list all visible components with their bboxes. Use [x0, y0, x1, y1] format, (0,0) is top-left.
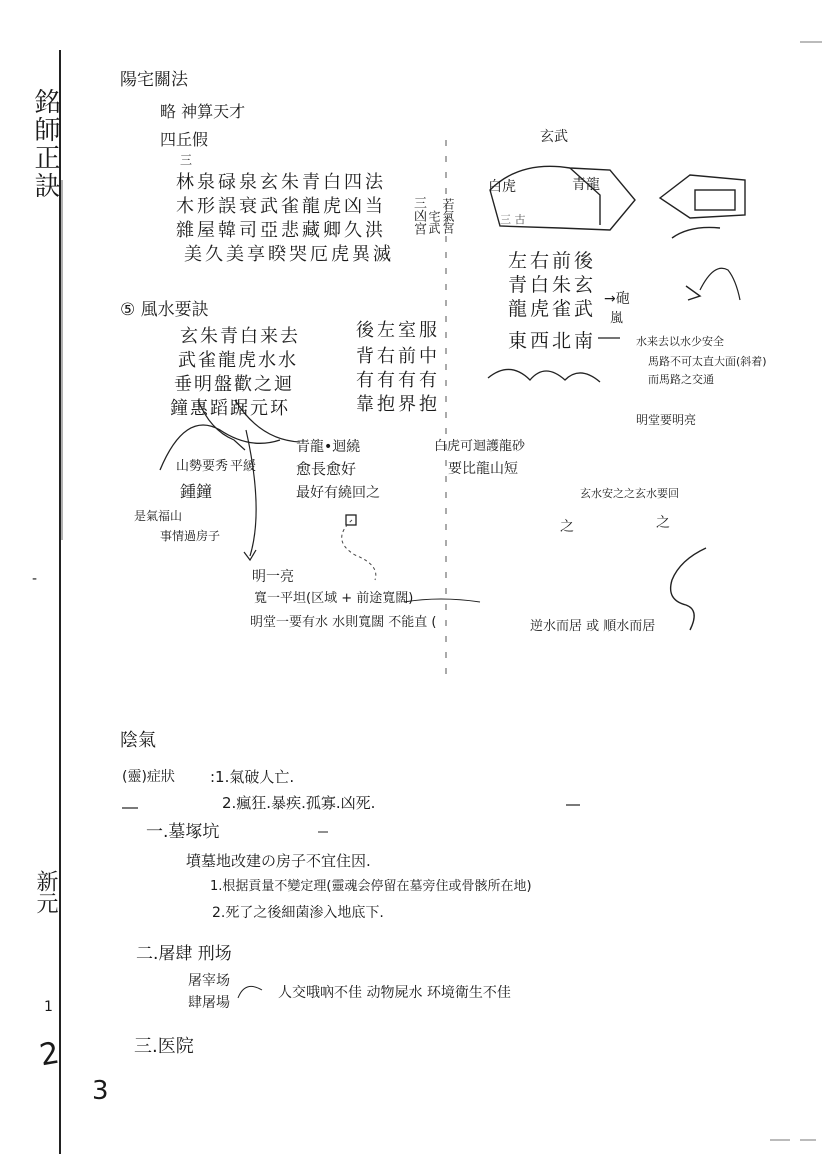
diagram-label-left: 白虎 — [488, 179, 516, 195]
baihu-line-1: 白虎可迴護龍砂 — [434, 439, 526, 454]
margin-title: 銘師正訣 — [30, 88, 60, 200]
section5-line-2: 武雀龍虎水水 — [178, 350, 298, 371]
intro-mark: 三 — [180, 153, 193, 167]
left-note-a: 鍾鐘 — [180, 482, 213, 501]
baihu-line-2: 要比龍山短 — [448, 461, 518, 477]
margin-note: 新元 — [33, 870, 58, 914]
side-note-2: 宅武 — [427, 210, 441, 234]
yin-symptom-2: 2.瘋狂.暴疾.孤寡.凶死. — [222, 794, 376, 812]
yin-s2-b: 肆屠場 — [188, 995, 230, 1011]
dirs-note: 嵐 — [610, 311, 624, 326]
dirs-row-1: 左右前後 — [508, 250, 597, 272]
section5-right-3: 有有有有 — [356, 370, 440, 391]
sketch-wave-2: 之 — [656, 515, 670, 531]
right-note-d: 明堂要明亮 — [636, 413, 697, 427]
right-note-a: 水来去以水少安全 — [636, 335, 724, 348]
yin-s1-point-2: 2.死了之後細菌渗入地底下. — [212, 905, 384, 921]
side-note-3: 若氣宮 — [441, 198, 455, 234]
left-note-c: 事情過房子 — [160, 529, 221, 543]
yin-s1-point-1: 1.根据貢量不變定理(靈魂会停留在墓旁住或骨骸所在地) — [210, 879, 532, 894]
yin-s2-title: 二.屠肆 刑场 — [136, 944, 232, 964]
section5-right-2: 背右前中 — [356, 346, 440, 367]
left-note-b: 是氣福山 — [134, 509, 183, 523]
grid-row-1: 林泉碌泉玄朱青白四法 — [176, 172, 386, 193]
yin-symptom-label: (靈)症狀 — [122, 769, 175, 785]
water-curve — [671, 548, 706, 630]
grid-row-3: 雜屋韓司亞悲藏卿久洪 — [176, 220, 386, 241]
yin-symptom-1: :1.氣破人亡. — [210, 768, 295, 786]
qinglong-line-2: 愈長愈好 — [296, 460, 357, 478]
section5-heading: ⑤ 風水要訣 — [120, 300, 209, 320]
yin-s3-title: 三.医院 — [134, 1036, 194, 1057]
sketch-wave-1: 之 — [560, 519, 574, 535]
mingtang-line-1: 明一亮 — [252, 569, 294, 585]
section5-right-4: 靠抱界抱 — [356, 394, 440, 415]
side-note-1: 三凶宮 — [411, 196, 426, 235]
diagram-label-right: 青龍 — [572, 177, 600, 193]
dirs-row-2: 青白朱玄 — [508, 274, 597, 296]
diagram-dots: 三 古 — [500, 213, 526, 226]
grid-row-2: 木形誤衰武雀龍虎凶当 — [176, 196, 386, 217]
page-number: 3 — [92, 1076, 109, 1106]
diagram-label-top: 玄武 — [540, 129, 568, 145]
intro-line: 略 神算天才 — [160, 102, 246, 121]
right-note-b: 馬路不可太直大面(斜着) — [648, 355, 767, 368]
margin-two: 2 — [37, 1035, 62, 1074]
mountain-sketch — [488, 369, 600, 382]
qinglong-line-1: 青龍•迴繞 — [296, 439, 361, 455]
dirs-row-3: 龍虎雀武 — [508, 298, 597, 320]
grid-row-4: 美久美享睽哭厄虎異滅 — [184, 244, 394, 265]
sketch-smooth-label: 平緩 — [230, 459, 257, 474]
sketch-mountain-label: 山勢要秀 — [176, 459, 229, 474]
sketch-notes: 玄水安之之玄水要回 — [580, 487, 679, 500]
intro-subhead: 四丘假 — [160, 130, 209, 149]
yin-s1-title: 一.墓塚坑 — [146, 822, 220, 842]
mingtang-line-2: 寬一平坦(区域 + 前途寬闊) — [254, 591, 414, 606]
margin-tick: 1 — [44, 999, 53, 1015]
yin-s2-a: 屠宰场 — [188, 973, 230, 989]
section5-right-1: 後左室服 — [356, 320, 440, 341]
mingtang-line-3: 明堂一要有水 水則寬闊 不能直 ( — [250, 615, 437, 630]
section5-line-4: 鐘惠蹈踞元环 — [170, 398, 290, 419]
right-note-c: 而馬路之交通 — [648, 373, 714, 386]
yin-s2-note: 人交哦吶不佳 动物屍水 环境衛生不佳 — [278, 985, 511, 1001]
dirs-row-4: 東西北南 — [508, 330, 597, 352]
section5-line-1: 玄朱青白来去 — [180, 326, 300, 347]
dirs-arrow: →砲 — [604, 291, 630, 307]
qinglong-line-3: 最好有繞回之 — [296, 485, 380, 501]
section5-line-3: 垂明盤歡之迴 — [174, 374, 294, 395]
page-title: 陽宅關法 — [120, 70, 188, 90]
mingtang-line-4: 逆水而居 或 順水而居 — [530, 619, 656, 634]
yin-s1-body: 墳墓地改建の房子不宜住因. — [186, 852, 371, 870]
house-diagram — [490, 166, 745, 238]
margin-dash: - — [32, 571, 38, 587]
yin-heading: 陰氣 — [120, 730, 156, 751]
